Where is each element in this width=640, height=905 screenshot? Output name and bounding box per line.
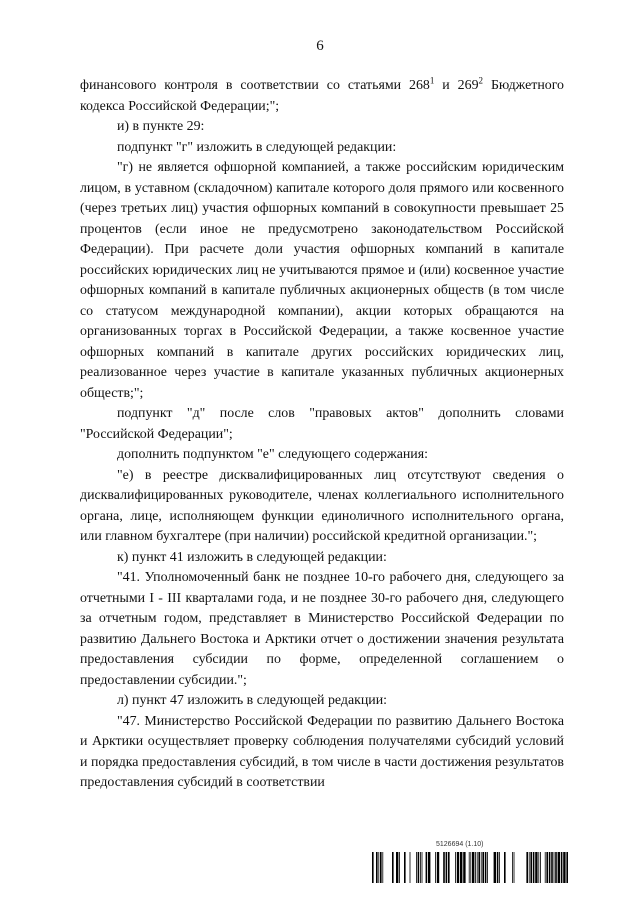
paragraph-8: к) пункт 41 изложить в следующей редакции: [117, 549, 387, 565]
paragraph-3: подпункт "г" изложить в следующей редакции: [117, 139, 397, 155]
paragraph-4: "г) не является офшорной компанией, а также российским юридическим лицом, в уставном (складочном) капитале которого доля прямого или косвенного (через третьих лиц) участия офшорных компаний в совокупности превышает 25 процентов (если иное не предусмотрено законодательством Российской Федерации). При расчете доли участия офшорных компаний в капитале российских юридических лиц не учитываются прямое и (или) косвенное участие офшорных компаний в капитале публичных акционерных обществ (в том числе со статусом международной компании), акции которых обращаются на организованных торгах в Российской Федерации, а также косвенное участие офшорных компаний в капитале других российских юридических лиц, реализованное через участие в капитале указанных публичных акционерных обществ;"; [80, 160, 564, 401]
document-body [80, 76, 564, 794]
paragraph-5: подпункт "д" после слов "правовых актов" дополнить словами "Российской Федерации"; [80, 406, 564, 442]
page-number: 6 [316, 38, 324, 54]
paragraph-11: "47. Министерство Российской Федерации по развитию Дальнего Востока и Арктики осуществляет проверку соблюдения получателями субсидий условий и порядка предоставления субсидий, в том числе в части достижения результатов предоставления субсидий в соответствии [80, 713, 564, 790]
paragraph-1: финансового контроля в соответствии со статьями $268^1$ и $269^2$ Бюджетного кодекса Российской Федерации;"; [80, 75, 564, 114]
barcode-label: 5126694 (1.10) [436, 841, 484, 848]
barcode-block [372, 841, 570, 885]
barcode-icon [372, 852, 570, 883]
paragraph-2: и) в пункте 29: [117, 119, 205, 134]
paragraph-9: "41. Уполномоченный банк не позднее 10-го рабочего дня, следующего за отчетными I - III кварталами года, и не позднее 30-го рабочего дня, следующего за отчетным годом, представляет в Министерство Российской Федерации по развитию Дальнего Востока и Арктики отчет о достижении значения результата предоставления субсидии по форме, определенной соглашением о предоставлении субсидии."; [80, 570, 564, 688]
paragraph-10: л) пункт 47 изложить в следующей редакции: [117, 693, 388, 708]
paragraph-7: "е) в реестре дисквалифицированных лиц отсутствуют сведения о дисквалифицированных руководителе, членах коллегиального исполнительного органа, лице, исполняющем функции единоличного исполнительного органа, или главном бухгалтере (при наличии) российской кредитной организации."; [80, 467, 564, 544]
paragraph-6: дополнить подпунктом "е" следующего содержания: [117, 447, 428, 462]
